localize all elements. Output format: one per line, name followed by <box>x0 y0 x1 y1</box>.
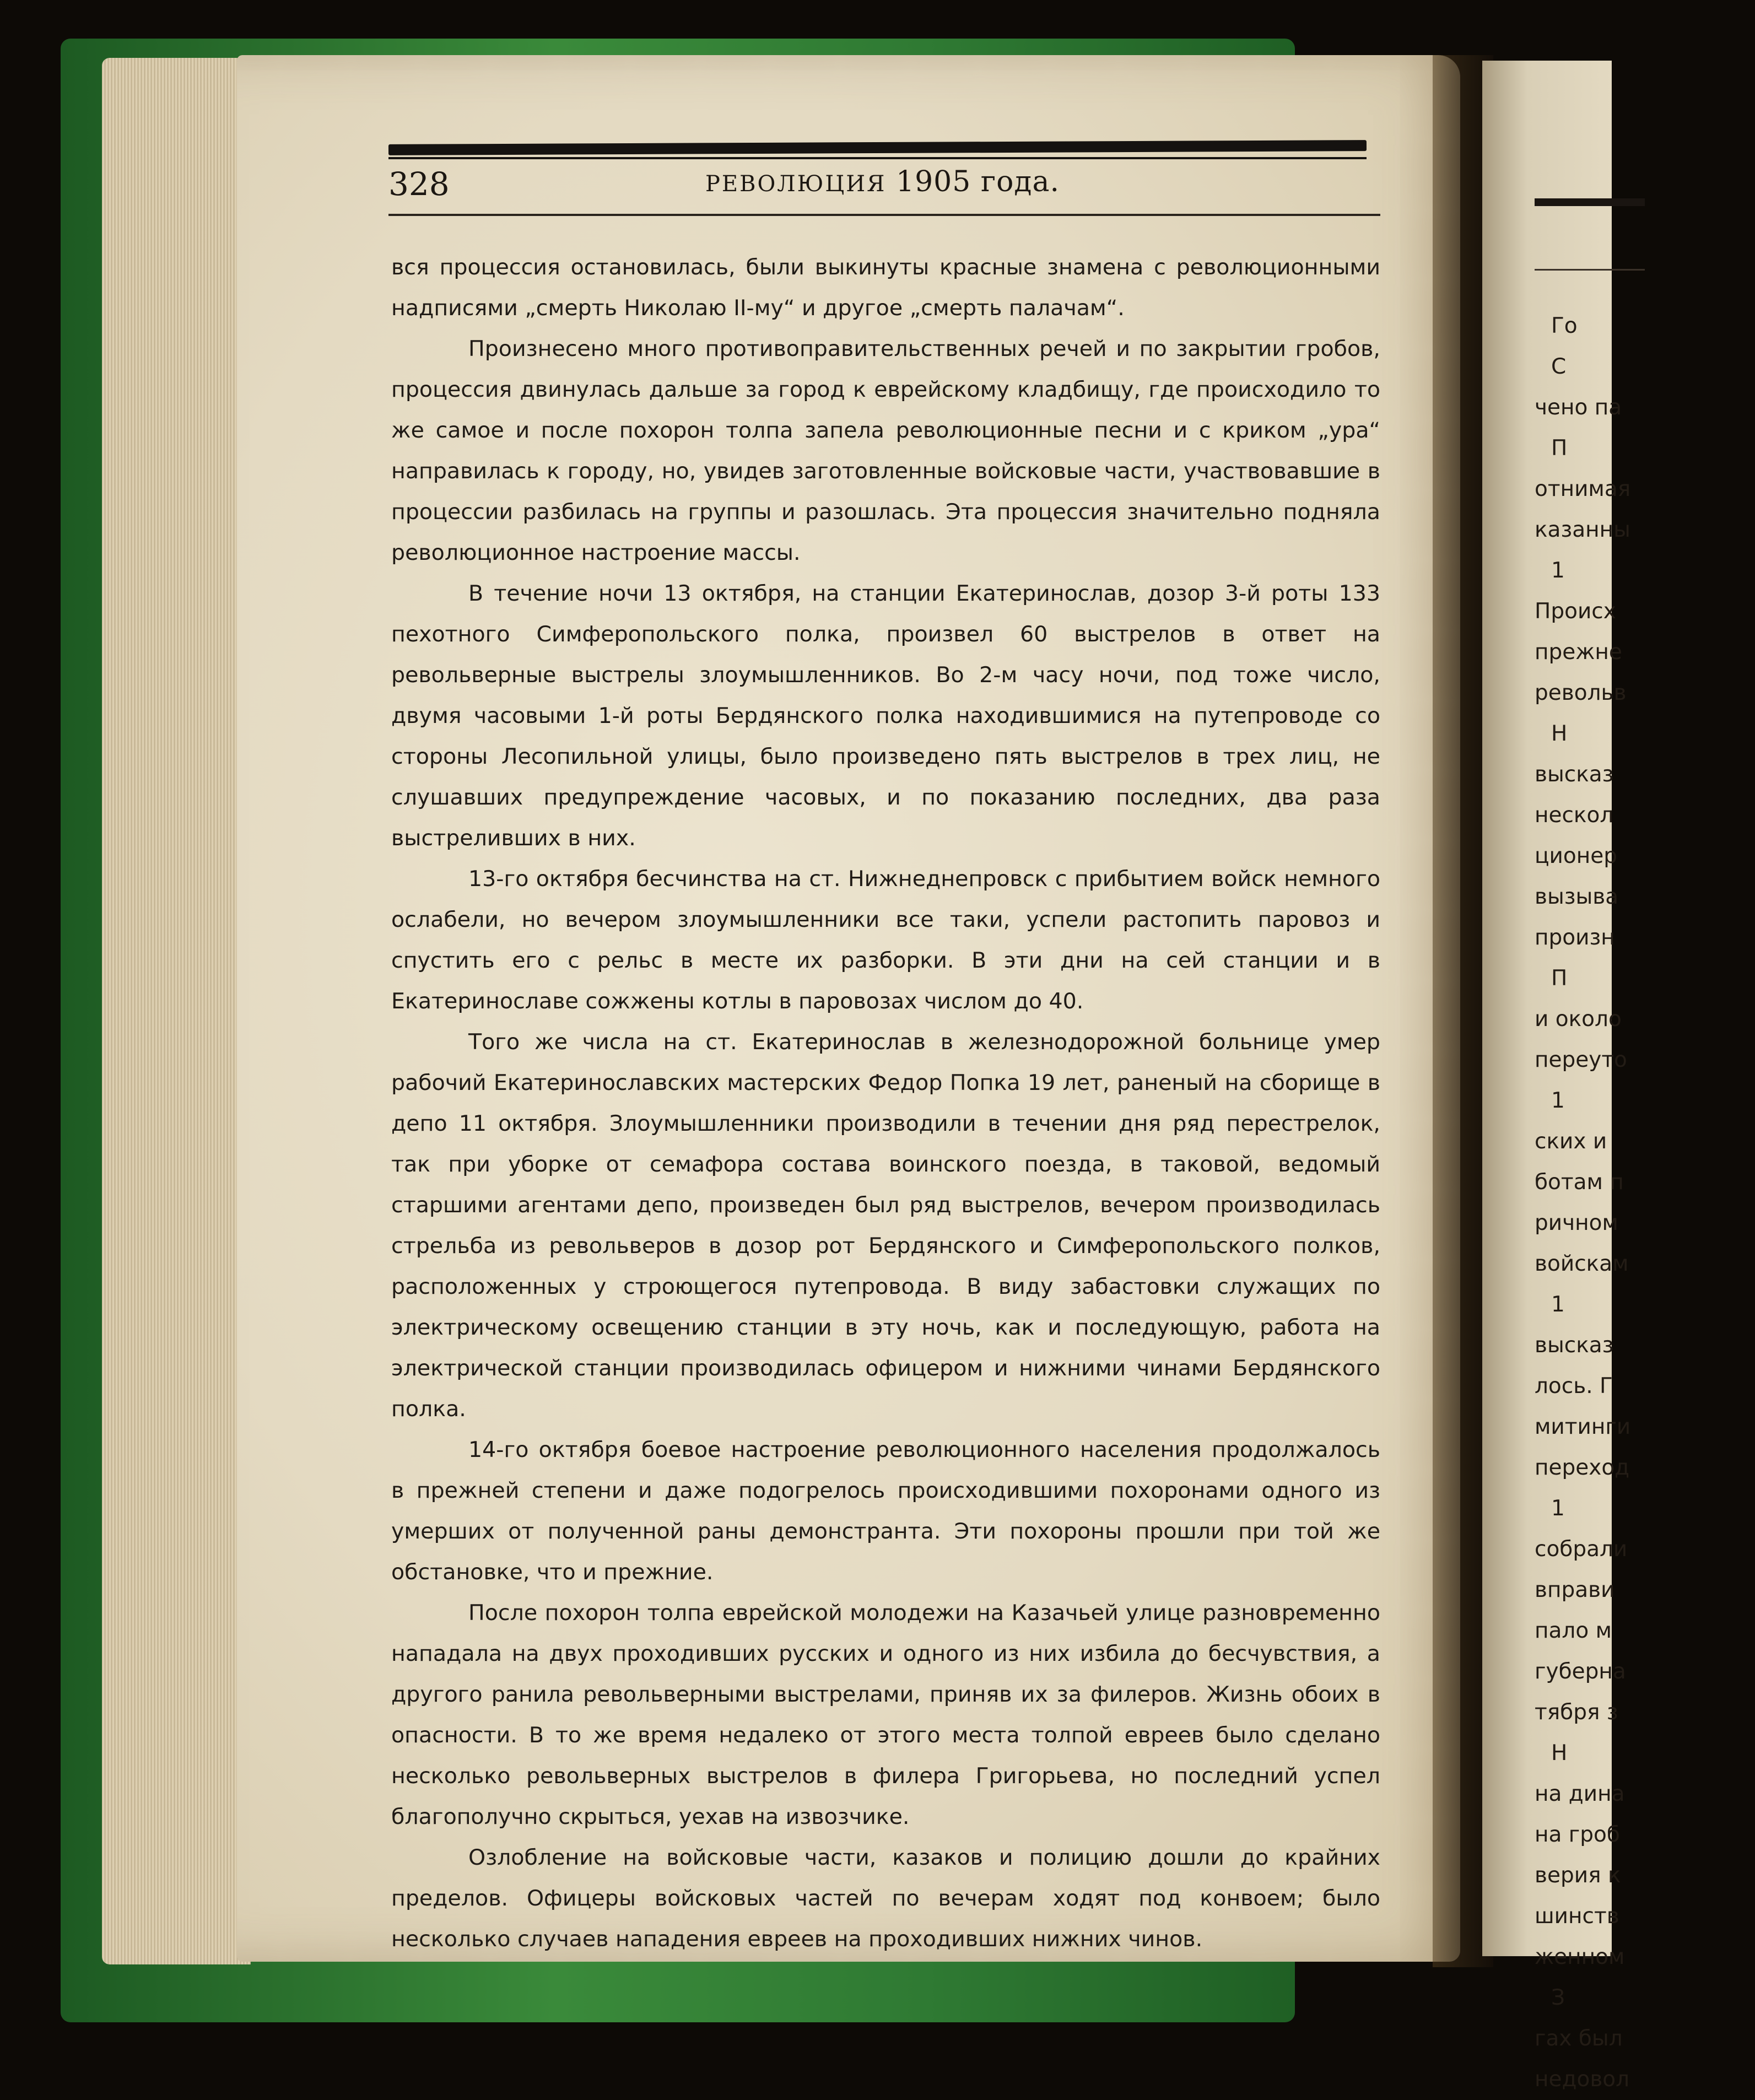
facing-page-line: на гроб <box>1535 1822 1620 1847</box>
facing-page-line: нескол <box>1535 803 1614 828</box>
facing-page-line: шинств <box>1535 1904 1619 1929</box>
running-title <box>705 165 1060 198</box>
facing-page-line: высказ <box>1535 1333 1614 1358</box>
facing-page-line: З <box>1551 1985 1565 2010</box>
facing-page <box>1482 61 1631 2092</box>
facing-page-line: револьв <box>1535 681 1627 705</box>
facing-page-text <box>1535 306 1755 2100</box>
facing-page-line: П <box>1551 436 1568 461</box>
paragraph: 14-го октября боевое настроение революционного населения продолжалось в прежней степени и даже подогрелось происходившими похоронами одного из умерших от полученной раны демонстранта. Эти похороны прошли при той же обстановке, что и прежние. <box>391 1437 1380 1585</box>
facing-page-line: недовол <box>1535 2067 1630 2092</box>
facing-page-line: ричном <box>1535 1211 1618 1235</box>
facing-page-line: 1 <box>1551 1088 1565 1113</box>
facing-page-line: чено па <box>1535 395 1622 420</box>
paragraph: Произнесено много противоправительственных речей и по закрытии гробов, процессия двинулась дальше за город к еврейскому кладбищу, где происходило то же самое и после похорон толпа запела революционные песни и с криком „ура“ направилась к городу, но, увидев заготовленные войсковые части, участвовавшие в процессии разбилась на группы и разошлась. Эта процессия значительно подняла революционное настроение массы. <box>391 336 1380 565</box>
running-title-smallcaps: РЕВОЛЮЦИЯ <box>705 171 887 197</box>
paragraph: Озлобление на войсковые части, казаков и полицию дошли до крайних пределов. Офицеры войсковых частей по вечерам ходят под конвоем; было несколько случаев нападения евреев на проходивших нижних чинов. <box>391 1845 1380 1952</box>
facing-page-line: 1 <box>1551 1292 1565 1317</box>
facing-page-line: отнимая <box>1535 477 1631 501</box>
facing-page-line: войскам <box>1535 1251 1629 1276</box>
facing-page-line: лось. Г <box>1535 1374 1613 1399</box>
facing-page-line: ботам п <box>1535 1170 1624 1195</box>
page-body <box>391 247 1380 1959</box>
facing-page-line: митинги <box>1535 1415 1631 1439</box>
paragraph: После похорон толпа еврейской молодежи на Казачьей улице разновременно нападала на двух проходивших русских и одного из них избила до бесчувствия, а другого ранила револьверными выстрелами, приняв их за филеров. Жизнь обоих в опасности. В то же время недалеко от этого места толпой евреев было сделано несколько револьверных выстрелов в филера Григорьева, но последний успел благополучно скрыться, уехав на извозчике. <box>391 1600 1380 1829</box>
facing-page-line: на дина <box>1535 1782 1625 1806</box>
facing-page-line: высказ <box>1535 762 1614 787</box>
facing-page-line: произн <box>1535 925 1615 950</box>
facing-page-line: П <box>1551 966 1568 991</box>
facing-page-line: переуто <box>1535 1048 1627 1072</box>
facing-page-line: собрали <box>1535 1537 1628 1562</box>
facing-page-line: верия к <box>1535 1863 1621 1888</box>
paragraph: В течение ночи 13 октября, на станции Екатеринослав, дозор 3-й роты 133 пехотного Симферопольского полка, произвел 60 выстрелов в ответ на револьверные выстрелы злоумышленников. Во 2-м часу ночи, под тоже число, двумя часовыми 1-й роты Бердянского полка находившимися на путепроводе со стороны Лесопильной улицы, было произведено пять выстрелов в трех лиц, не слушавших предупреждение часовых, и по показанию последних, два раза выстреливших в них. <box>391 581 1380 851</box>
facing-page-line: ских и <box>1535 1129 1607 1154</box>
facing-page-line: казанны <box>1535 517 1630 542</box>
page-edges <box>102 58 251 1964</box>
facing-page-rule-thin <box>1535 269 1645 271</box>
paragraph: Того же числа на ст. Екатеринослав в железнодорожной больнице умер рабочий Екатеринославских мастерских Федор Попка 19 лет, раненый на сборище в депо 11 октября. Злоумышленники производили в течении дня ряд перестрелок, так при уборке от семафора состава воинского поезда, в таковой, ведомый старшими агентами депо, произведен был ряд выстрелов, вечером производилась стрельба из револьверов в дозор рот Бердянского и Симферопольского полков, расположенных у строющегося путепровода. В виду забастовки служащих по электрическому освещению станции в эту ночь, как и последующую, работа на электрической станции производилась офицером и нижними чинами Бердянского полка. <box>391 1029 1380 1422</box>
facing-page-line: и около <box>1535 1007 1622 1032</box>
facing-page-rule <box>1535 198 1645 206</box>
facing-page-line: Н <box>1551 1741 1568 1766</box>
facing-page-line: Происх <box>1535 599 1616 624</box>
facing-page-line: пало м <box>1535 1618 1612 1643</box>
facing-page-line: 1 <box>1551 1496 1565 1521</box>
facing-page-line: Н <box>1551 721 1568 746</box>
paragraph: 13-го октября бесчинства на ст. Нижнеднепровск с прибытием войск немного ослабели, но вечером злоумышленники все таки, успели растопить паровоз и спустить его с рельс в месте их разборки. В эти дни на сей станции и в Екатеринославе сожжены котлы в паровозах числом до 40. <box>391 866 1380 1014</box>
facing-page-line: прежне <box>1535 640 1622 665</box>
facing-page-line: женном <box>1535 1945 1625 1969</box>
facing-page-line: вправи <box>1535 1578 1615 1602</box>
facing-page-line: гах был <box>1535 2026 1623 2051</box>
facing-page-line: ционер <box>1535 844 1618 868</box>
facing-page-line: Го <box>1551 314 1578 338</box>
facing-page-line: 1 <box>1551 558 1565 583</box>
facing-page-line: тября з <box>1535 1700 1618 1725</box>
header-rule-double <box>388 157 1367 159</box>
header-rule-bottom <box>388 214 1380 216</box>
facing-page-line: переход <box>1535 1455 1630 1480</box>
running-title-year: 1905 года. <box>896 165 1060 198</box>
facing-page-line: С <box>1551 354 1567 379</box>
paragraph: вся процессия остановилась, были выкинуты красные знамена с революционными надписями „смерть Николаю ІІ-му“ и другое „смерть палачам“. <box>391 255 1380 321</box>
page-number: 328 <box>388 165 450 203</box>
facing-page-line: губерна <box>1535 1659 1626 1684</box>
facing-page-line: вызыва <box>1535 884 1619 909</box>
